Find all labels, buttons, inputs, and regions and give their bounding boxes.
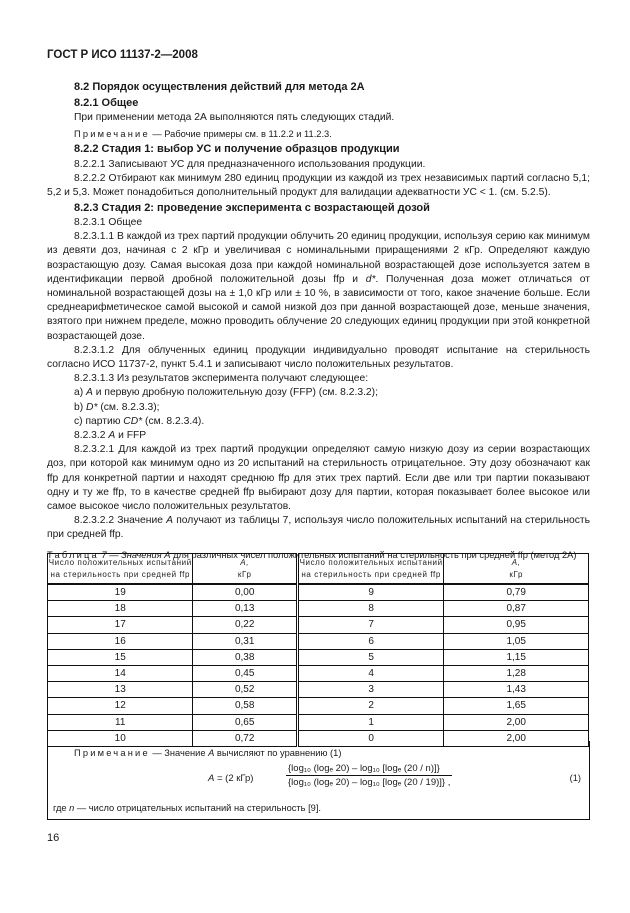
cell-count: 17 bbox=[48, 617, 193, 633]
symbol: A bbox=[166, 515, 174, 527]
table-row bbox=[48, 682, 589, 698]
cell-count: 15 bbox=[48, 649, 193, 665]
cell-a-value: 0,95 bbox=[444, 617, 589, 633]
text: вычисляют по уравнению (1) bbox=[214, 748, 342, 758]
paragraph: 8.2.3.2.1 Для каждой из трех партий продукции определяют самую низкую дозу из серии возрастающих доз, при которой как минимум одно из 20 испытаний на стерильность отрицательное. Эту дозу обозначают как ffp для конкретной партии и находят среднюю ffp для этих трех партий. Если две или три партии показывают одну и ту же ffp, то в качестве средней ffp выбирают дозу для партии, которая показывает более высокое или самое высокое число положительных результатов. bbox=[47, 444, 590, 513]
text: получают из таблицы 7, используя число положительных испытаний на стерильность при средней ffp. bbox=[47, 515, 590, 541]
page-number: 16 bbox=[47, 832, 60, 844]
text: (см. 8.2.3.3); bbox=[97, 401, 160, 413]
paragraph: 8.2.3.1.2 Для облученных единиц продукции индивидуально проводят испытание на стерильность согласно ИСО 11737-2, пункт 5.4.1 и записывают число положительных результатов. bbox=[47, 344, 590, 371]
text: a) bbox=[74, 387, 87, 399]
header-line: на стерильность при средней ffp bbox=[301, 569, 441, 579]
cell-count: 7 bbox=[297, 617, 443, 633]
cell-count: 0 bbox=[297, 730, 443, 746]
heading-8-2-3: 8.2.3 Стадия 2: проведение эксперимента с возрастающей дозой bbox=[74, 201, 430, 214]
cell-a-value: 0,65 bbox=[193, 714, 297, 730]
paragraph bbox=[47, 514, 590, 542]
table-row bbox=[48, 698, 589, 714]
symbol: A bbox=[108, 430, 116, 442]
cell-a-value: 1,28 bbox=[444, 665, 589, 681]
text: для различных чисел положительных испытаний на стерильность при средней ffp (метод 2А) bbox=[170, 549, 577, 560]
text: b) bbox=[74, 401, 87, 413]
header-line: Число положительных испытаний bbox=[48, 557, 192, 567]
cell-count: 11 bbox=[48, 714, 193, 730]
cell-count: 14 bbox=[48, 665, 193, 681]
where-clause bbox=[53, 803, 321, 813]
col-header-a bbox=[444, 554, 589, 585]
cell-count: 13 bbox=[48, 682, 193, 698]
table-row bbox=[48, 649, 589, 665]
note bbox=[74, 748, 341, 758]
paragraph: При применении метода 2А выполняются пять следующих стадий. bbox=[74, 112, 395, 123]
table-row bbox=[48, 714, 589, 730]
text: c) партию bbox=[74, 415, 124, 427]
text: и FFP bbox=[115, 430, 147, 442]
cell-a-value: 1,65 bbox=[444, 698, 589, 714]
cell-count: 5 bbox=[297, 649, 443, 665]
subheading bbox=[47, 429, 590, 443]
text: — Значения bbox=[106, 549, 165, 560]
symbol: D* bbox=[86, 401, 98, 413]
table-7 bbox=[47, 553, 589, 747]
table-row bbox=[48, 633, 589, 649]
cell-count: 4 bbox=[297, 665, 443, 681]
cell-count: 12 bbox=[48, 698, 193, 714]
symbol: A bbox=[208, 773, 215, 784]
symbol: A bbox=[208, 748, 215, 758]
col-header-count bbox=[297, 554, 443, 585]
header-line: кГр bbox=[237, 569, 252, 579]
paragraph: 8.2.3.1 Общее bbox=[74, 217, 143, 229]
symbol: CD* bbox=[123, 415, 143, 427]
text: 8.2.3.2.2 Значение bbox=[74, 515, 167, 527]
cell-a-value: 0,00 bbox=[193, 584, 297, 601]
cell-a-value: 2,00 bbox=[444, 730, 589, 746]
caption-label: Таблица bbox=[47, 549, 99, 560]
cell-a-value: 0,72 bbox=[193, 730, 297, 746]
note-label: Примечание bbox=[74, 748, 150, 758]
heading-8-2: 8.2 Порядок осуществления действий для метода 2А bbox=[74, 81, 365, 93]
cell-count: 19 bbox=[48, 584, 193, 601]
list-item bbox=[47, 415, 590, 429]
paragraph: 8.2.3.1.3 Из результатов эксперимента получают следующее: bbox=[74, 373, 369, 385]
header-line: Число положительных испытаний bbox=[299, 557, 443, 567]
cell-count: 8 bbox=[297, 601, 443, 617]
table-row bbox=[48, 617, 589, 633]
symbol: n bbox=[69, 803, 75, 813]
cell-a-value: 0,45 bbox=[193, 665, 297, 681]
heading-8-2-1: 8.2.1 Общее bbox=[74, 96, 139, 109]
table-row bbox=[48, 665, 589, 681]
header-line: кГр bbox=[509, 569, 523, 579]
text: где bbox=[53, 803, 70, 813]
cell-a-value: 0,58 bbox=[193, 698, 297, 714]
text: = (2 кГр) bbox=[214, 773, 254, 784]
cell-count: 18 bbox=[48, 601, 193, 617]
text: {log₁₀ (logₑ 20) – log₁₀ [logₑ (20 / 19)]} bbox=[288, 777, 446, 788]
text: , bbox=[445, 777, 451, 788]
cell-count: 10 bbox=[48, 730, 193, 746]
cell-count: 16 bbox=[48, 633, 193, 649]
col-header-a bbox=[193, 554, 297, 585]
document-header: ГОСТ Р ИСО 11137-2—2008 bbox=[47, 49, 198, 61]
table-row bbox=[48, 584, 589, 601]
table-note bbox=[47, 741, 590, 820]
cell-count: 3 bbox=[297, 682, 443, 698]
text: . Полученная доза может отличаться от номинальной возрастающей дозы на ± 1,0 кГр или ± 10 %, в зависимости от того, какое значение больше. Если среднеарифметическое самой высокой и самой низкой доз при данной возрастающей дозе, меньше значения, взятого при нижнем пределе, можно проводить облучение 20 следующих единиц продукции при этой конкретной возрастающей дозе. bbox=[47, 273, 590, 342]
symbol: d* bbox=[365, 273, 376, 285]
table-row bbox=[48, 601, 589, 617]
equation-1 bbox=[208, 763, 588, 797]
section-8-2 bbox=[47, 80, 590, 561]
cell-count: 9 bbox=[297, 584, 443, 601]
note bbox=[47, 127, 590, 141]
symbol: A bbox=[164, 549, 171, 560]
caption-number: 7 bbox=[98, 549, 107, 560]
cell-a-value: 0,79 bbox=[444, 584, 589, 601]
list-item bbox=[47, 401, 590, 415]
cell-a-value: 1,43 bbox=[444, 682, 589, 698]
equation-fraction bbox=[286, 763, 452, 788]
text: (см. 8.2.3.4). bbox=[142, 415, 205, 427]
cell-a-value: 0,38 bbox=[193, 649, 297, 665]
text: 8.2.3.1.1 В каждой из трех партий продукции облучить 20 единиц продукции, используя серию как минимум из девяти доз, начиная с 2 кГр и увеличивая с номинальными приращениями 2 кГр. Определяют каждую возрастающую дозу. Самая высокая доза при каждой номинальной возрастающей дозе используется затем в идентификации первой дробной положительной дозы ffp и bbox=[47, 231, 590, 285]
cell-a-value: 1,15 bbox=[444, 649, 589, 665]
cell-count: 2 bbox=[297, 698, 443, 714]
cell-a-value: 1,05 bbox=[444, 633, 589, 649]
cell-count: 1 bbox=[297, 714, 443, 730]
cell-a-value: 0,22 bbox=[193, 617, 297, 633]
cell-a-value: 0,31 bbox=[193, 633, 297, 649]
numerator: {log₁₀ (logₑ 20) – log₁₀ [logₑ (20 / n)]} bbox=[286, 763, 452, 776]
header-line: A, bbox=[240, 557, 250, 567]
header-line: A, bbox=[511, 557, 521, 567]
cell-a-value: 0,52 bbox=[193, 682, 297, 698]
cell-count: 6 bbox=[297, 633, 443, 649]
note-label: Примечание bbox=[74, 129, 150, 140]
equation-number: (1) bbox=[569, 773, 581, 783]
text: и первую дробную положительную дозу (FFP) (см. 8.2.3.2); bbox=[92, 387, 378, 399]
list-item bbox=[47, 386, 590, 400]
paragraph: 8.2.2.2 Отбирают как минимум 280 единиц продукции из каждой из трех независимых партий согласно 5,1; 5,2 и 5,3. Может понадобиться дополнительный продукт для валидации адекватности УС < 1. (см. 5.2.5). bbox=[47, 173, 590, 199]
note-text: — Рабочие примеры см. в 11.2.2 и 11.2.3. bbox=[149, 129, 332, 140]
paragraph: 8.2.2.1 Записывают УС для предназначенного использования продукции. bbox=[74, 158, 426, 170]
text: — Значение bbox=[149, 748, 209, 758]
denominator bbox=[286, 776, 452, 788]
header-line: на стерильность при средней ffp bbox=[50, 569, 191, 579]
cell-a-value: 0,13 bbox=[193, 601, 297, 617]
cell-a-value: 0,87 bbox=[444, 601, 589, 617]
equation-lhs bbox=[208, 773, 253, 784]
table-header-row bbox=[48, 554, 589, 585]
heading-8-2-2: 8.2.2 Стадия 1: выбор УС и получение образцов продукции bbox=[74, 143, 400, 156]
paragraph bbox=[47, 230, 590, 344]
cell-a-value: 2,00 bbox=[444, 714, 589, 730]
symbol: A bbox=[86, 387, 93, 399]
text: — число отрицательных испытаний на стерильность [9]. bbox=[74, 803, 322, 813]
text: 8.2.3.2 bbox=[74, 430, 109, 442]
col-header-count bbox=[48, 554, 193, 585]
